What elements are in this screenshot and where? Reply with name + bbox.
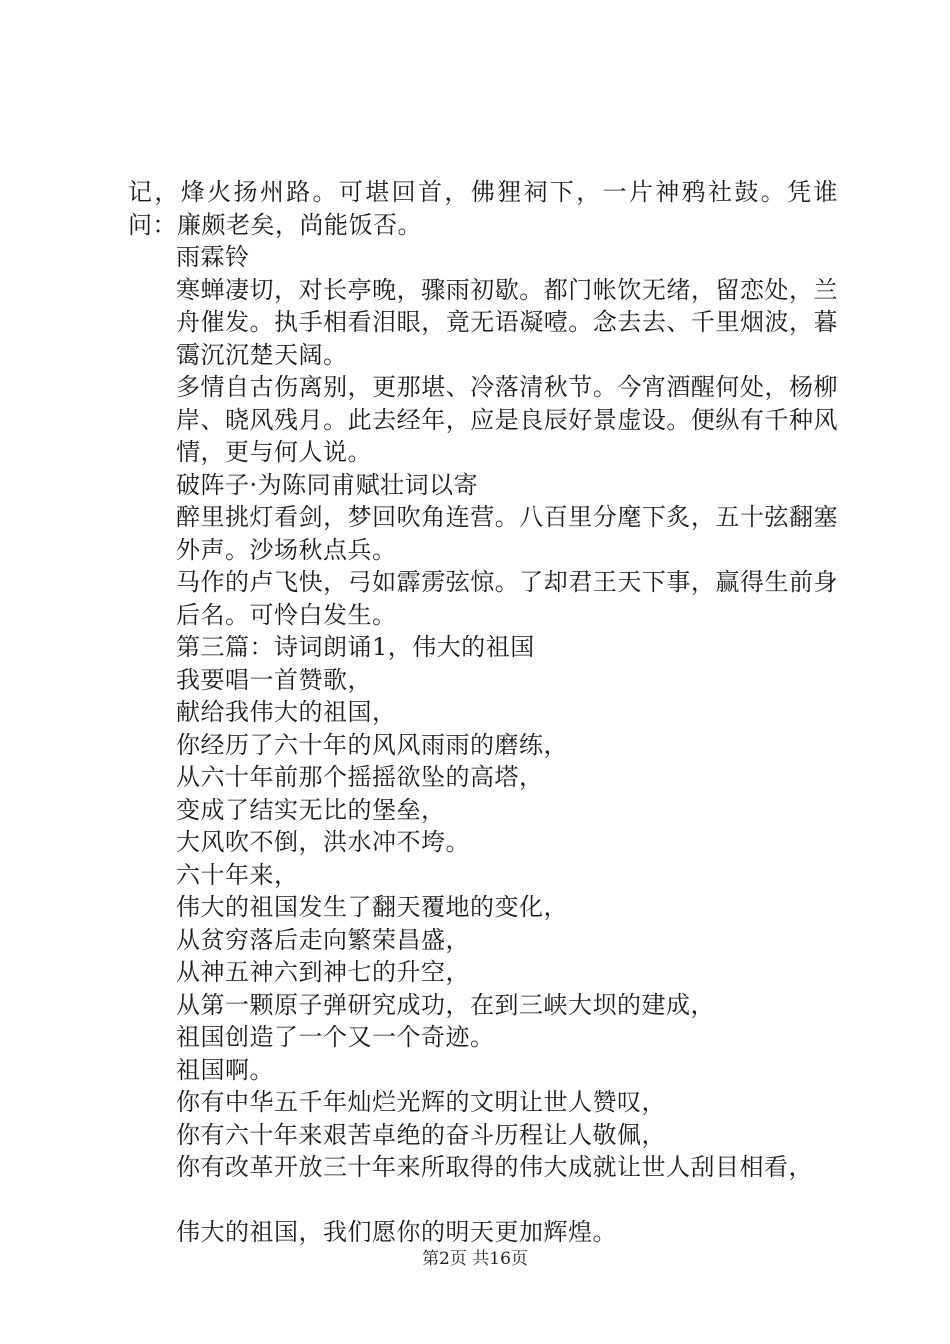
poem-line: 祖国啊。 (176, 1055, 274, 1084)
poem-line: 伟大的祖国，我们愿你的明天更加辉煌。 (176, 1218, 617, 1246)
page-footer: 第2页 共16页 (422, 1249, 528, 1269)
poem-line: 六十年来， (176, 860, 299, 889)
poem-line: 从第一颗原子弹研究成功，在到三峡大坝的建成， (176, 990, 715, 1019)
poem-line: 从贫穷落后走向繁荣昌盛， (176, 925, 470, 954)
paragraph: 记，烽火扬州路。可堪回首，佛狸祠下，一片神鸦社鼓。凭谁问：廉颇老矣，尚能饭否。 (128, 178, 838, 239)
poem-line: 祖国创造了一个又一个奇迹。 (176, 1023, 495, 1051)
poem-line: 你有改革开放三十年来所取得的伟大成就让世人刮目相看， (176, 1153, 813, 1181)
poem-line: 伟大的祖国发生了翻天覆地的变化， (176, 893, 568, 921)
poem-line: 我要唱一首赞歌， (176, 665, 372, 694)
poem-line: 献给我伟大的祖国， (176, 698, 397, 726)
poem-line: 从六十年前那个摇摇欲坠的高塔， (176, 763, 544, 791)
paragraph: 醉里挑灯看剑，梦回吹角连营。八百里分麾下炙，五十弦翻塞外声。沙场秋点兵。 (176, 503, 838, 564)
poem-line: 大风吹不倒，洪水冲不垮。 (176, 828, 470, 856)
poem-line: 你有六十年来艰苦卓绝的奋斗历程让人敬佩， (176, 1120, 666, 1149)
blank-line (128, 1184, 838, 1217)
paragraph: 马作的卢飞快，弓如霹雳弦惊。了却君王天下事，赢得生前身后名。可怜白发生。 (176, 568, 838, 629)
paragraph: 寒蝉凄切，对长亭晚，骤雨初歇。都门帐饮无绪，留恋处，兰舟催发。执手相看泪眼，竟无语凝噎。念去去、千里烟波，暮霭沉沉楚天阔。 (176, 275, 838, 369)
poem-title: 雨霖铃 (176, 243, 250, 271)
poem-line: 变成了结实无比的堡垒， (176, 795, 446, 824)
body-text (128, 176, 838, 1249)
poem-line: 你有中华五千年灿烂光辉的文明让世人赞叹， (176, 1088, 666, 1116)
section-title: 第三篇：诗词朗诵1，伟大的祖国 (176, 633, 535, 661)
poem-title: 破阵子·为陈同甫赋壮词以寄 (176, 470, 479, 499)
poem-line: 你经历了六十年的风风雨雨的磨练， (176, 730, 568, 759)
poem-line: 从神五神六到神七的升空， (176, 958, 470, 986)
paragraph: 多情自古伤离别，更那堪、冷落清秋节。今宵酒醒何处，杨柳岸、晓风残月。此去经年，应是良辰好景虚设。便纵有千种风情，更与何人说。 (176, 373, 838, 466)
